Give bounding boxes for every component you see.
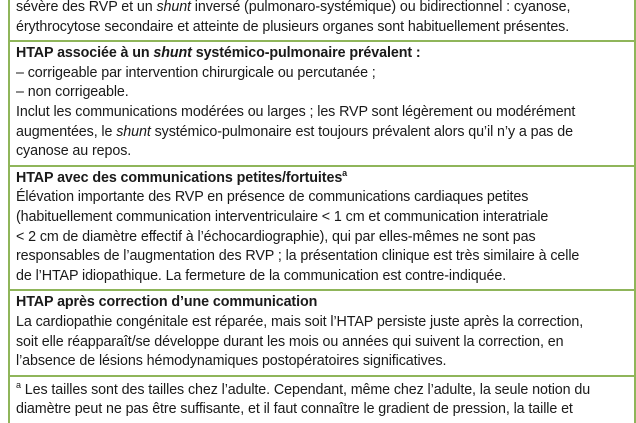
text-line: (habituellement communication interventriculaire < 1 cm et communication interatriale <box>16 208 549 225</box>
text-line: cyanose au repos. <box>16 143 132 160</box>
table-row-communications-petites <box>10 167 634 292</box>
text-line: l’absence de lésions hémodynamiques postopératoires significatives. <box>16 353 447 370</box>
text-line: de l’HTAP idiopathique. La fermeture de la communication est contre-indiquée. <box>16 267 507 284</box>
list-item: – corrigeable par intervention chirurgicale ou percutanée ; <box>16 64 376 81</box>
table-row-apres-correction <box>10 291 634 376</box>
footnote-marker: a <box>16 379 21 390</box>
classification-table <box>8 0 636 423</box>
text-line: augmentées, le shunt systémico-pulmonaire est toujours prévalent alors qu’il n’y a pas de <box>16 123 573 140</box>
table-row-shunt-systemico-pulmonaire <box>10 42 634 167</box>
footnote-line: $^a$ Les tailles sont des tailles chez l’adulte. Cependant, même chez l’adulte, la seule notion du <box>16 379 591 398</box>
table-row-eisenmenger-continuation <box>10 0 634 42</box>
footnote-line: diamètre peut ne pas être suffisante, et il faut connaître le gradient de pression, la taille et <box>16 401 573 418</box>
footnote-marker: a <box>342 167 348 178</box>
text-line: soit elle réapparaît/se développe durant les mois ou années qui suivent la correction, en <box>16 333 564 350</box>
text-line: sévère des RVP et un shunt inversé (pulmonaro-systémique) ou bidirectionnel : cyanose, <box>16 0 571 15</box>
table-footnote <box>10 377 634 423</box>
text-line: Inclut les communications modérées ou larges ; les RVP sont légèrement ou modérément <box>16 103 576 120</box>
text-line: < 2 cm de diamètre effectif à l’échocardiographie), qui par elles-mêmes ne sont pas <box>16 228 536 245</box>
row-heading: HTAP associée à un shunt systémico-pulmonaire prévalent : <box>16 45 421 62</box>
list-item: – non corrigeable. <box>16 84 129 101</box>
text-line: Élévation importante des RVP en présence de communications cardiaques petites <box>16 189 529 206</box>
text-line: érythrocytose secondaire et atteinte de plusieurs organes sont habituellement présentes. <box>16 18 570 35</box>
text-line: La cardiopathie congénitale est réparée, mais soit l’HTAP persiste juste après la correction, <box>16 313 584 330</box>
text-line: responsables de l’augmentation des RVP ; la présentation clinique est très similaire à celle <box>16 248 580 265</box>
row-heading: HTAP après correction d’une communication <box>16 294 318 311</box>
row-heading: HTAP avec des communications petites/fortuites$^a$ <box>16 167 348 186</box>
